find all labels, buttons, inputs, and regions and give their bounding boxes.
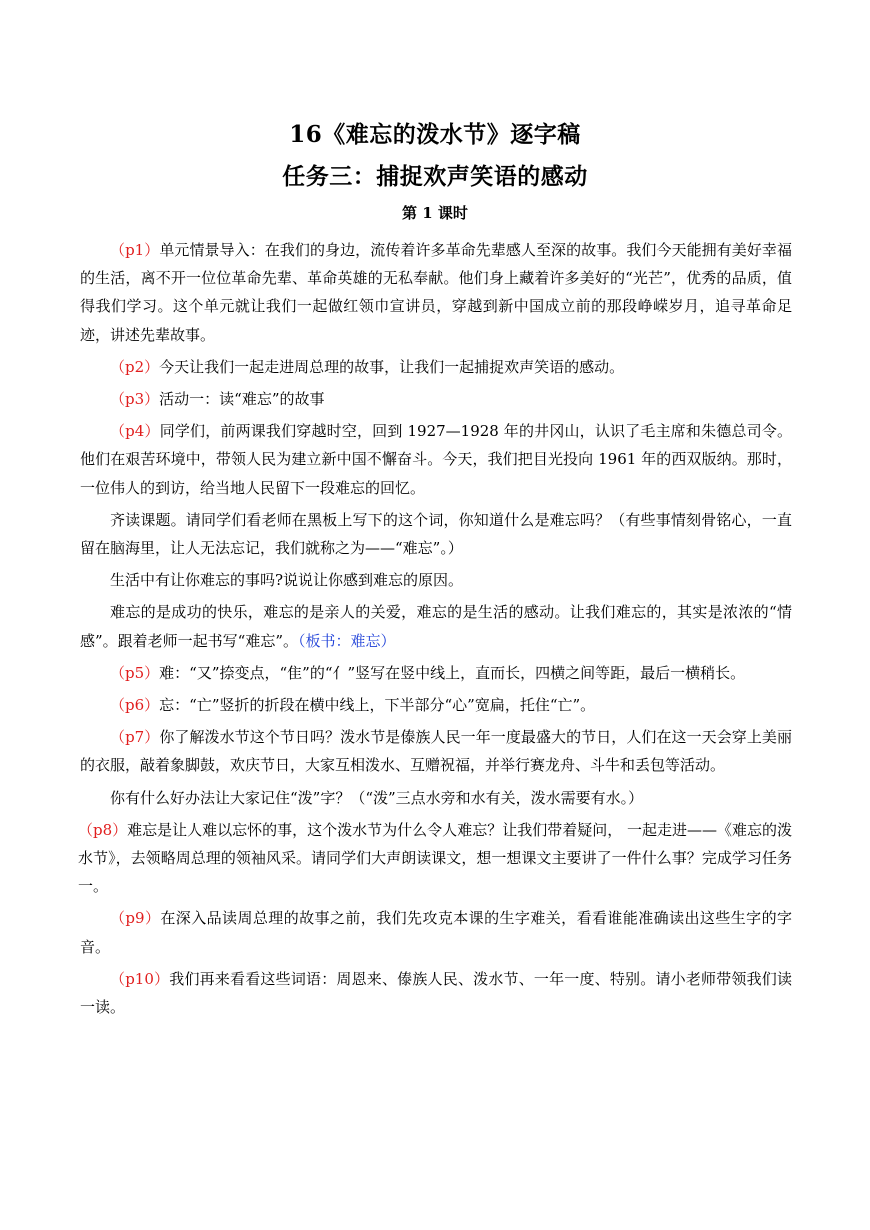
paragraph-text: 难：“又”捺变点，“隹”的“亻”竖写在竖中线上，直而长，四横之间等距，最后一横稍长。 [159, 663, 746, 682]
paragraph-p5 [80, 659, 792, 687]
paragraph-text: 齐读课题。请同学们看老师在黑板上写下的这个词，你知道什么是难忘吗？（有些事情刻骨铭心，一直留在脑海里，让人无法忘记，我们就称之为——“难忘”。） [80, 510, 792, 558]
paragraph-text: 单元情景导入：在我们的身边，流传着许多革命先辈感人至深的故事。我们今天能拥有美好幸福的生活，离不开一位位革命先辈、革命英雄的无私奉献。他们身上藏着许多美好的“光芒”，优秀的品质，值得我们学习。这个单元就让我们一起做红领巾宣讲员，穿越到新中国成立前的那段峥嵘岁月，追寻革命足迹，讲述先辈故事。 [80, 241, 792, 344]
paragraph-tag: （p1） [110, 241, 160, 259]
paragraph-p3 [80, 385, 792, 413]
task-subtitle: 任务三：捕捉欢声笑语的感动 [282, 163, 588, 190]
document-body [80, 236, 792, 1025]
paragraph-text: 忘：“亡”竖折的折段在横中线上，下半部分“心”宽扁，托住“亡”。 [159, 696, 596, 715]
paragraph-p10 [80, 965, 792, 1021]
paragraph-p2 [80, 353, 792, 381]
paragraph-tag: （p5） [110, 663, 160, 682]
paragraph-title-reading [80, 506, 792, 562]
paragraph-p6 [80, 691, 792, 719]
paragraph-tag: （p8） [78, 820, 128, 839]
lesson-label: 第 1 课时 [402, 204, 468, 222]
paragraph-po-character [80, 784, 792, 812]
paragraph-tag: （p6） [110, 696, 160, 715]
paragraph-text: 生活中有让你难忘的事吗?说说让你感到难忘的原因。 [110, 571, 464, 590]
paragraph-text: 难忘的是成功的快乐，难忘的是亲人的关爱，难忘的是生活的感动。让我们难忘的，其实是浓浓的“情感”。跟着老师一起书写“难忘”。 [80, 603, 792, 650]
paragraph-text: 你有什么好办法让大家记住“泼”字？（“泼”三点水旁和水有关，泼水需要有水。） [110, 788, 644, 807]
board-note: （板书：难忘） [298, 631, 396, 650]
paragraph-text: 同学们，前两课我们穿越时空，回到 1927—1928 年的井冈山，认识了毛主席和朱德总司令。他们在艰苦环境中，带领人民为建立新中国不懈奋斗。今天，我们把目光投向 1961 年的西双版纳。那时， 一位伟人的到访，给当地人民留下一段难忘的回忆。 [80, 422, 792, 497]
paragraph-emotion [80, 598, 792, 654]
paragraph-p1 [80, 236, 792, 349]
paragraph-text: 我们再来看看这些词语：周恩来、傣族人民、泼水节、一年一度、特别。请小老师带领我们读一读。 [80, 969, 792, 1017]
paragraph-memorable-question [80, 566, 792, 594]
paragraph-text: 在深入品读周总理的故事之前，我们先攻克本课的生字难关，看看谁能准确读出这些生字的字音。 [80, 909, 792, 956]
paragraph-tag: （p2） [110, 357, 160, 376]
paragraph-text: 难忘是让人难以忘怀的事，这个泼水节为什么令人难忘？让我们带着疑问， 一起走进——《难忘的泼水节》，去领略周总理的领袖风采。请同学们大声朗读课文，想一想课文主要讲了一件什么事？完成学习任务一。 [78, 820, 792, 896]
paragraph-text: 活动一：读“难忘”的故事 [159, 390, 325, 409]
paragraph-text: 今天让我们一起走进周总理的故事，让我们一起捕捉欢声笑语的感动。 [159, 357, 625, 376]
paragraph-text: 你了解泼水节这个节日吗？泼水节是傣族人民一年一度最盛大的节日，人们在这一天会穿上美丽的衣服，敲着象脚鼓，欢庆节日，大家互相泼水、互赠祝福，并举行赛龙舟、斗牛和丢包等活动。 [80, 728, 792, 775]
paragraph-p7 [80, 723, 792, 779]
paragraph-p8 [78, 816, 792, 901]
paragraph-tag: （p3） [110, 390, 160, 409]
paragraph-tag: （p7） [110, 728, 160, 747]
paragraph-tag: （p9） [110, 909, 161, 928]
paragraph-tag: （p10） [110, 969, 170, 988]
paragraph-p9 [80, 904, 792, 960]
document-title: 16《难忘的泼水节》逐字稿 [289, 121, 581, 148]
paragraph-tag: （p4） [110, 422, 160, 441]
paragraph-p4 [80, 417, 792, 502]
